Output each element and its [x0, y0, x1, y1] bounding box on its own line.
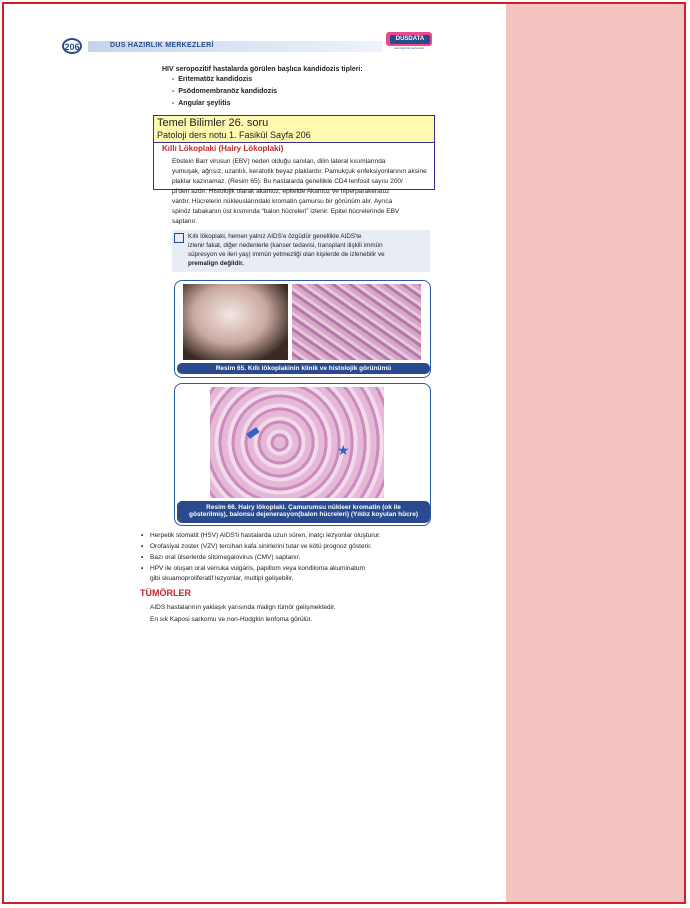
paragraph-line: μl'den azdır. Histolojik olarak akantoz, epitelde Akantoz ve hiperparakeratoz [172, 188, 390, 195]
list-item: - Psödomembranöz kandidozis [172, 88, 278, 95]
paragraph-line: plaklar kazınamaz. (Resim 65). Bu hastalarda genellikle CD4 lenfosit sayısı 200/ [172, 178, 403, 185]
paragraph-line: yumuşak, ağrısız, uzantılı, keratotik beyaz plaklardır. Pamukçuk enfeksiyonlarının aksine [172, 168, 427, 175]
section-title: Kıllı Lökoplaki (Hairy Lökoplaki) [162, 144, 284, 153]
section-title: TÜMÖRLER [140, 588, 191, 598]
page-number: 206 [62, 38, 82, 54]
header-title: DUS HAZIRLIK MERKEZLERİ [110, 42, 214, 49]
intro-heading: HIV seropozitif hastalarda görülen başlıca kandidozis tipleri: [162, 66, 363, 73]
list-item: • Bazı oral ülserlerde sitomegalovirus (CMV) saptanır. [150, 554, 300, 561]
annotation-line-1: Temel Bilimler 26. soru [157, 117, 269, 129]
list-item: - Angular şeylitis [172, 100, 231, 107]
list-item: • Herpetik stomatit (HSV) AIDS'li hastalarda uzun süren, inatçı lezyonlar oluşturur. [150, 532, 381, 539]
star-icon: ★ [337, 442, 350, 458]
list-item-continued: gibi skuamoproliferatif lezyonlar, multipl gelişebilir. [150, 575, 294, 582]
paragraph-line: AIDS hastalarının yaklaşık yarısında malign tümör gelişmektedir. [150, 604, 336, 611]
info-note: Kıllı lökoplaki, hemen yalnız AIDS'e özgüdür genellikle AIDS'te izlenir fakat, diğer nedenlerle (kanser tedavisi, transplant ilişkili immün süpresyon ve ileri yaş) immün yetmezliği olan kişilerde de izlenebilir ve premalign değildir. [172, 230, 430, 272]
annotation-line-2: Patoloji ders notu 1. Fasikül Sayfa 206 [157, 130, 311, 140]
list-item: • HPV ile oluşan oral verruka vulgaris, papillom veya kondiloma akuminatum [150, 565, 365, 572]
paragraph-line: En sık Kaposi sarkomu ve non-Hodgkin lenfoma görülür. [150, 616, 313, 623]
paragraph-line: Ebstein Barr virusun (EBV) neden olduğu sanılan, dilin lateral kısımlarında [172, 158, 386, 165]
paragraph-line: spinöz tabakanın üst kısmında “balon hücreleri” izlenir. Epitel hücrelerinde EBV [172, 208, 400, 215]
red-frame [2, 2, 686, 904]
list-item: - Eritematöz kandidozis [172, 76, 253, 83]
dusdata-logo: DUSDATA dus hazırlık merkezleri [386, 32, 436, 52]
paragraph-line: vardır. Hücrelerin nükleuslarındaki kromatin çamursu bir görünüm alır. Ayrıca [172, 198, 393, 205]
figure-caption: Resim 66. Hairy lökoplaki. Çamurumsu nükleer kromatin (ok ile gösterilmiş), balonsu dejenerasyon(balon hücreleri) (Yıldız koyulan hücre) [177, 501, 430, 523]
list-item: • Orofasiyal zoster (VZV) tercihan kafa sinirlerini tutar ve kötü prognoz gösterir. [150, 543, 372, 550]
figure-caption: Resim 65. Kıllı lökoplakinin klinik ve histolojik görünümü [177, 363, 430, 374]
paragraph-line: saptanır. [172, 218, 197, 225]
